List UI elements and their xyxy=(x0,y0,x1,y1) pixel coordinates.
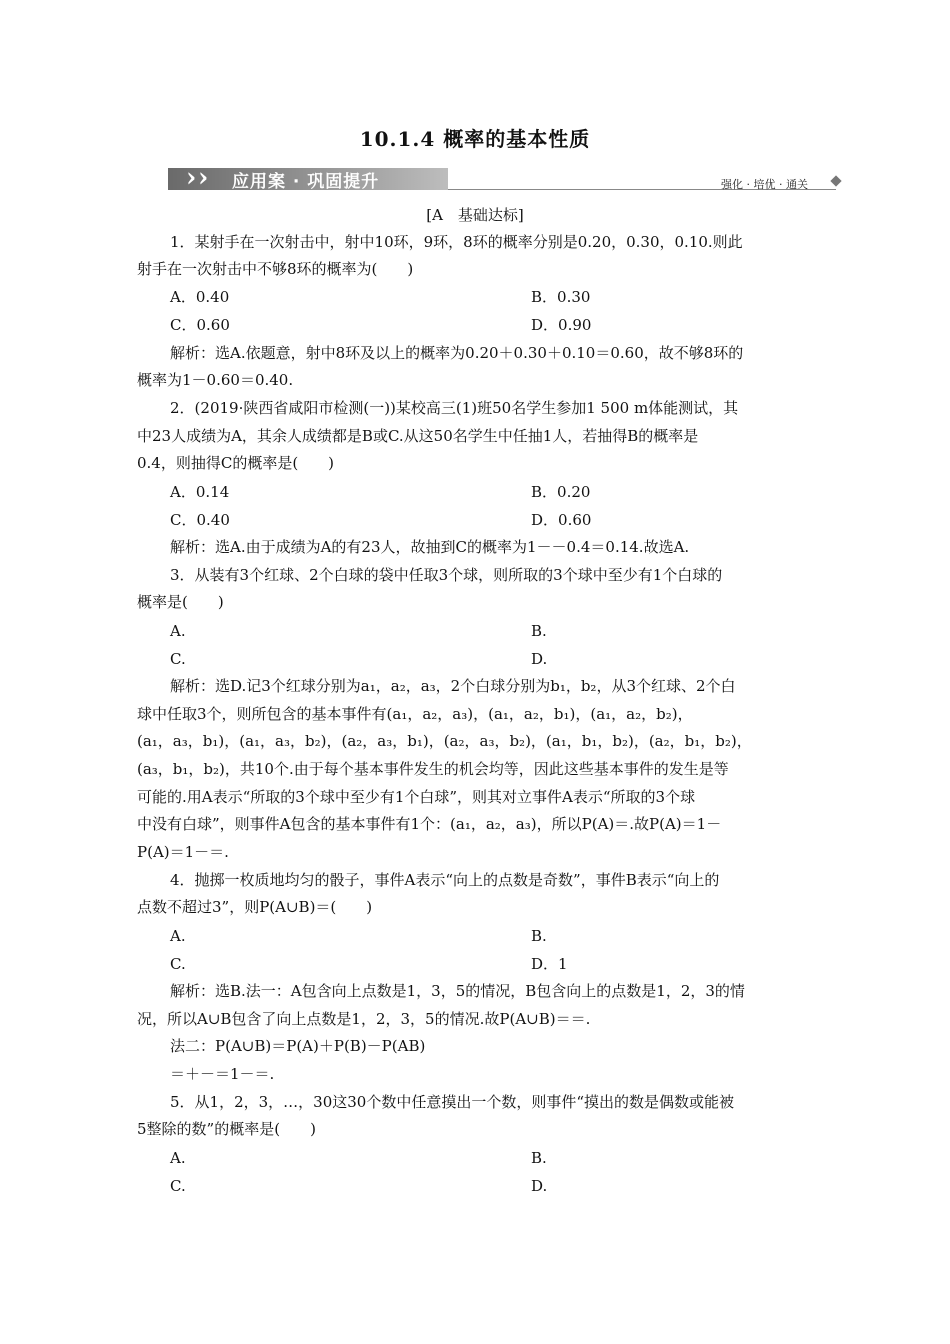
text-line: 解析：选A.由于成绩为A的有23人，故抽到C的概率为1－－0.4＝0.14.故选A. xyxy=(170,538,690,556)
option-d: D．0.60 xyxy=(531,511,592,529)
banner-right-text: 强化 · 培优 · 通关 xyxy=(721,178,808,191)
option-a: A. xyxy=(170,927,186,945)
text-line: 2．(2019·陕西省咸阳市检测(一))某校高三(1)班50名学生参加1 500 m体能测试，其 xyxy=(170,399,739,417)
text-line: 概率是( ) xyxy=(137,593,224,611)
option-c: C. xyxy=(170,1177,186,1195)
option-b: B. xyxy=(531,927,547,945)
text-line: 可能的.用A表示“所取的3个球中至少有1个白球”，则其对立事件A表示“所取的3个球 xyxy=(137,788,696,806)
section-heading: [A 基础达标] xyxy=(426,206,524,224)
option-b: B. xyxy=(531,622,547,640)
option-a: A. xyxy=(170,1149,186,1167)
chevron-right-icon: › xyxy=(198,163,209,193)
option-b: B. xyxy=(531,1149,547,1167)
option-c: C. xyxy=(170,955,186,973)
chevron-right-icon: › xyxy=(186,163,197,193)
text-line: 解析：选D.记3个红球分别为a₁，a₂，a₃，2个白球分别为b₁，b₂，从3个红球、2个白 xyxy=(170,677,736,695)
text-line: P(A)＝1－＝. xyxy=(137,843,229,861)
text-line: 法二：P(A∪B)＝P(A)＋P(B)－P(AB) xyxy=(170,1037,426,1055)
text-line: 球中任取3个，则所包含的基本事件有(a₁，a₂，a₃)，(a₁，a₂，b₁)，(a₁，a₂，b₂)， xyxy=(137,705,693,723)
option-a: A. xyxy=(170,622,186,640)
text-line: 解析：选A.依题意，射中8环及以上的概率为0.20＋0.30＋0.10＝0.60，故不够8环的 xyxy=(170,344,744,362)
text-line: 4．抛掷一枚质地均匀的骰子，事件A表示“向上的点数是奇数”，事件B表示“向上的 xyxy=(170,871,720,889)
option-c: C．0.60 xyxy=(170,316,230,334)
text-line: 1．某射手在一次射击中，射中10环，9环，8环的概率分别是0.20，0.30，0.10.则此 xyxy=(170,233,743,251)
section-banner xyxy=(168,162,840,194)
page-title: 10.1.4 概率的基本性质 xyxy=(359,127,591,151)
option-d: D．0.90 xyxy=(531,316,592,334)
option-d: D. xyxy=(531,650,548,668)
option-c: C. xyxy=(170,650,186,668)
text-line: 解析：选B.法一：A包含向上点数是1，3，5的情况，B包含向上的点数是1，2，3的情 xyxy=(170,982,745,1000)
option-a: A．0.40 xyxy=(170,288,230,306)
text-line: (a₁，a₃，b₁)，(a₁，a₃，b₂)，(a₂，a₃，b₁)，(a₂，a₃，b₂)，(a₁，b₁，b₂)，(a₂，b₁，b₂)， xyxy=(137,732,752,750)
text-line: 概率为1－0.60＝0.40. xyxy=(137,371,294,389)
text-line: 0.4，则抽得C的概率是( ) xyxy=(137,454,335,472)
diamond-icon xyxy=(830,175,841,186)
text-line: 5整除的数”的概率是( ) xyxy=(137,1120,316,1138)
text-line: 5．从1，2，3，…，30这30个数中任意摸出一个数，则事件“摸出的数是偶数或能被 xyxy=(170,1093,735,1111)
option-c: C．0.40 xyxy=(170,511,230,529)
text-line: 3．从装有3个红球、2个白球的袋中任取3个球，则所取的3个球中至少有1个白球的 xyxy=(170,566,723,584)
text-line: (a₃，b₁，b₂)，共10个.由于每个基本事件发生的机会均等，因此这些基本事件的发生是等 xyxy=(137,760,729,778)
text-line: 射手在一次射击中不够8环的概率为( ) xyxy=(137,260,414,278)
text-line: 点数不超过3”，则P(A∪B)＝( ) xyxy=(137,898,373,916)
text-line: 中23人成绩为A，其余人成绩都是B或C.从这50名学生中任抽1人，若抽得B的概率是 xyxy=(137,427,699,445)
text-line: 况，所以A∪B包含了向上点数是1，2，3，5的情况.故P(A∪B)＝＝. xyxy=(137,1010,591,1028)
option-d: D．1 xyxy=(531,955,568,973)
banner-left-text: 应用案 · 巩固提升 xyxy=(232,172,380,192)
text-line: 中没有白球”，则事件A包含的基本事件有1个：(a₁，a₂，a₃)，所以P(A)＝.故P(A)＝1－ xyxy=(137,815,722,833)
option-a: A．0.14 xyxy=(170,483,230,501)
option-b: B．0.20 xyxy=(531,483,591,501)
option-b: B．0.30 xyxy=(531,288,591,306)
text-line: ＝＋－＝1－＝. xyxy=(170,1065,275,1083)
option-d: D. xyxy=(531,1177,548,1195)
